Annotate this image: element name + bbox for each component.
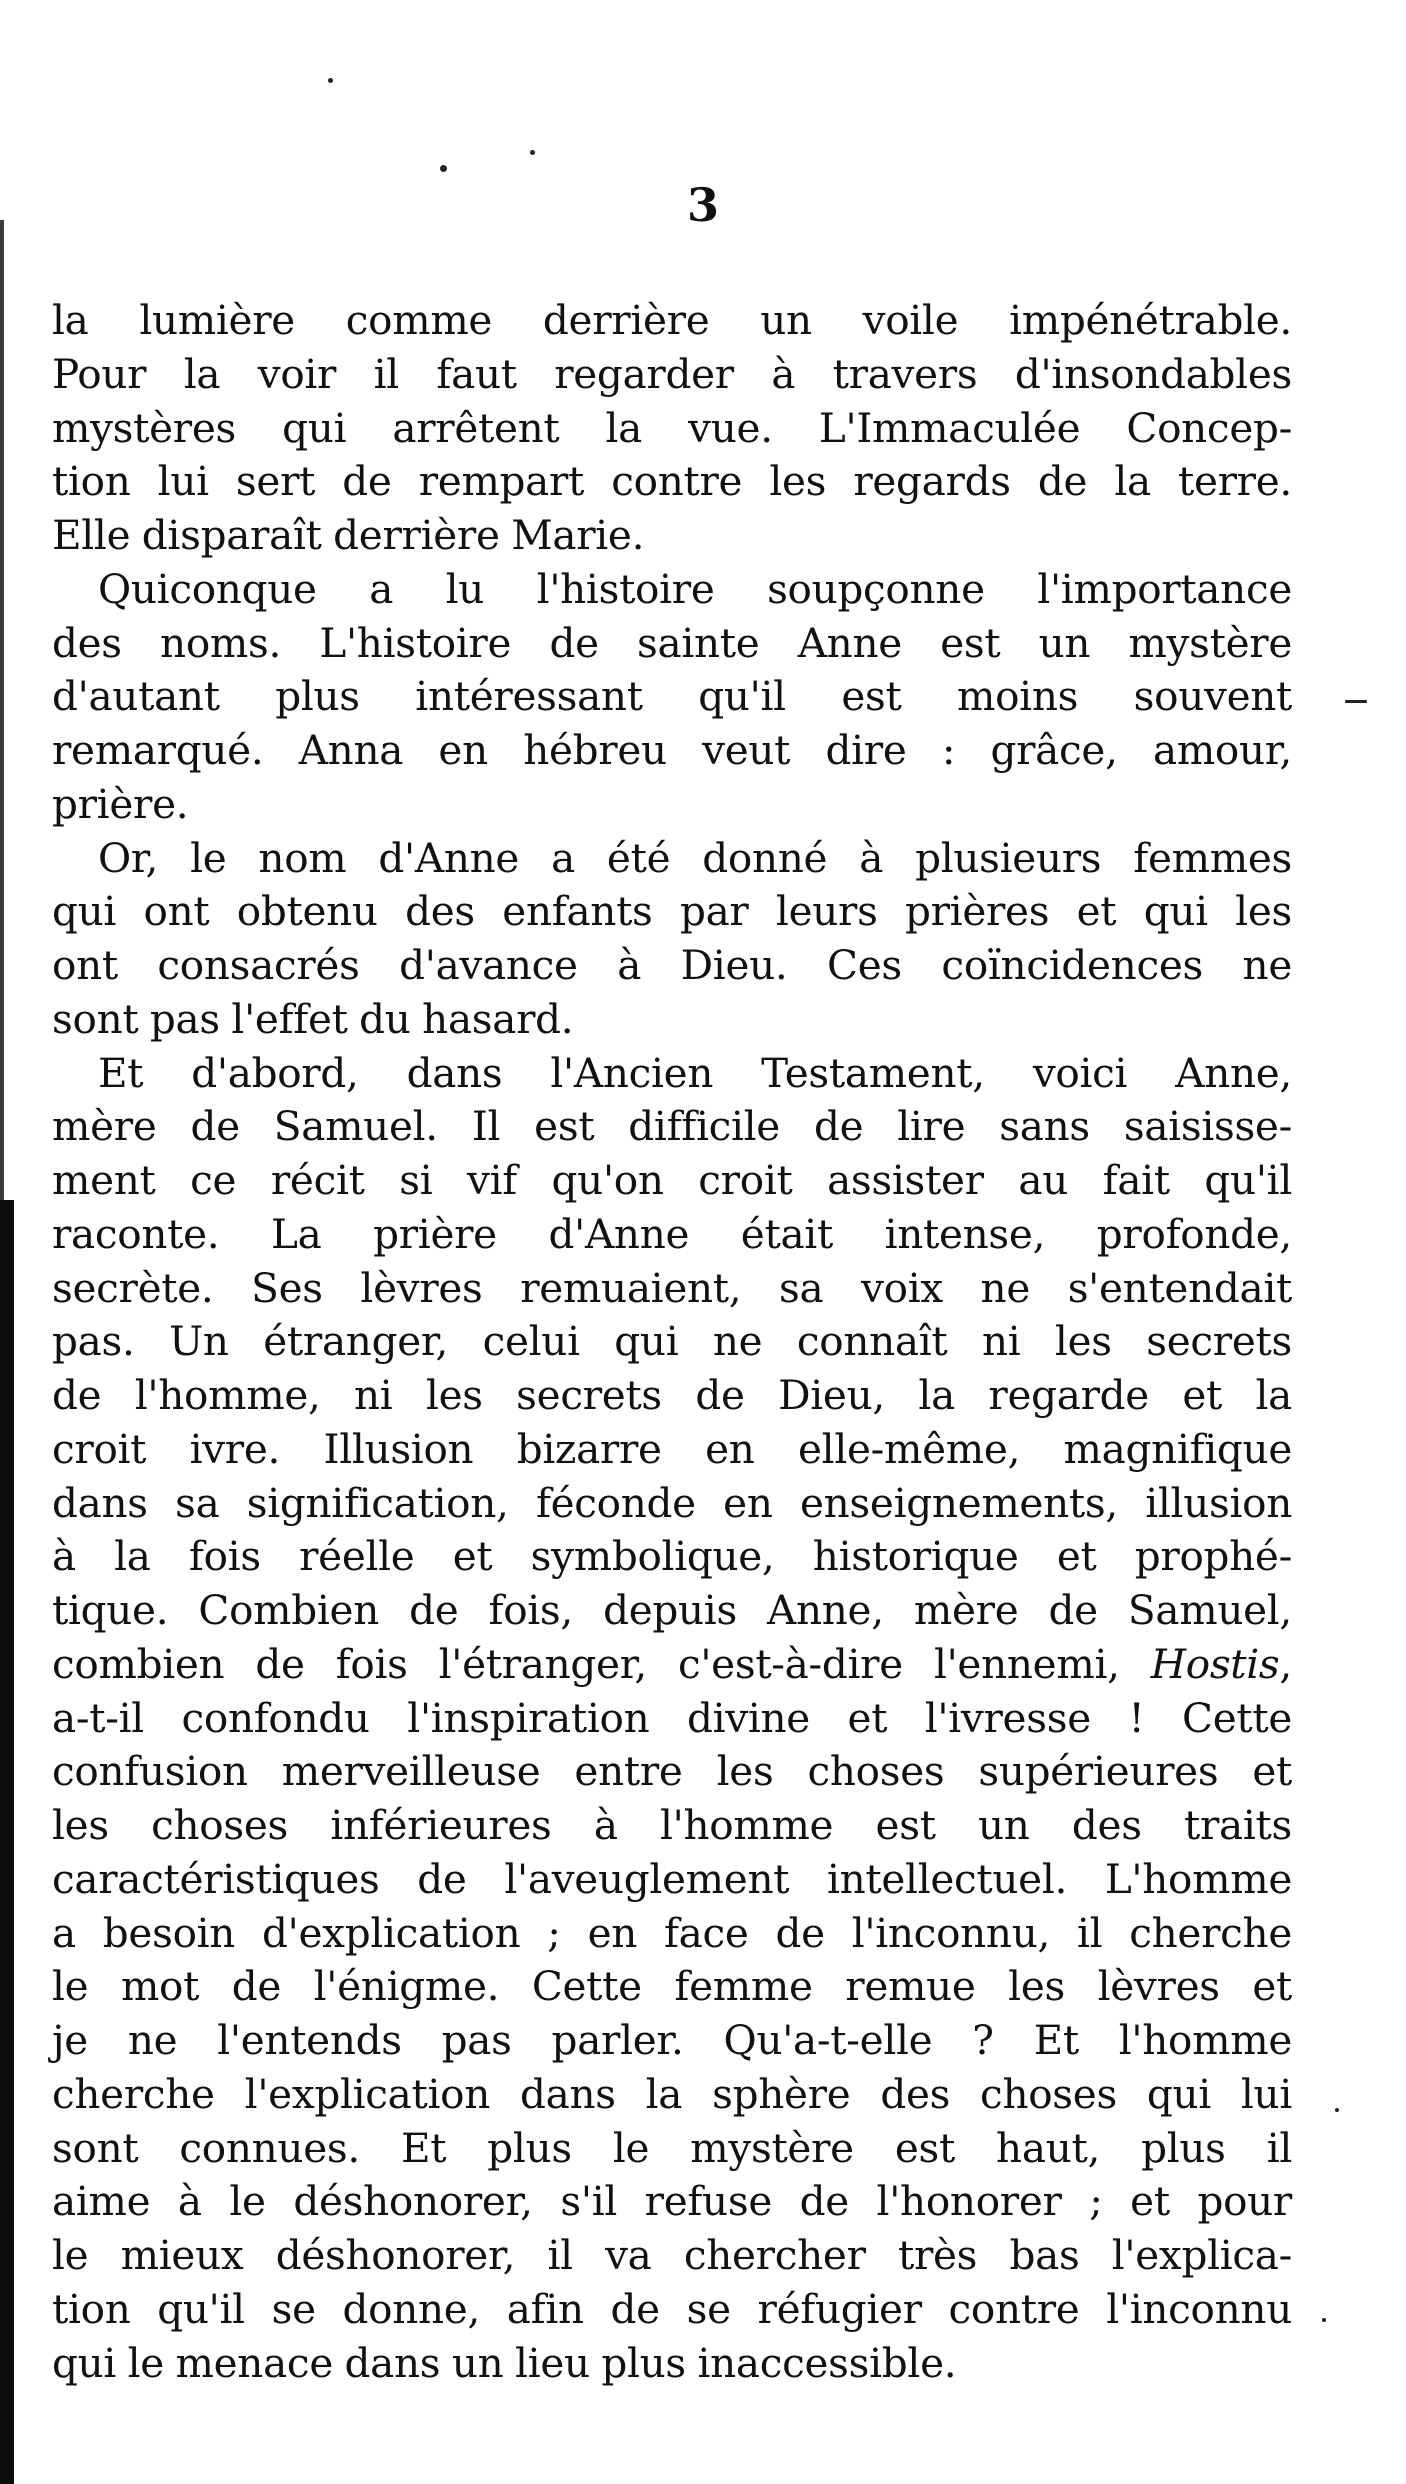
text-line: dans sa signification, féconde en enseignements, illusion: [52, 1478, 1292, 1527]
text-line: prière.: [52, 779, 189, 828]
print-speck: [530, 150, 535, 155]
text-line: combien de fois l'étranger, c'est-à-dire l'ennemi, Hostis,: [52, 1639, 1292, 1688]
text-line: mystères qui arrêtent la vue. L'Immaculée Concep-: [52, 403, 1292, 452]
text-line: ont consacrés d'avance à Dieu. Ces coïncidences ne: [52, 941, 1292, 989]
text-line: a-t-il confondu l'inspiration divine et l'ivresse ! Cette: [52, 1693, 1292, 1742]
text-line: les choses inférieures à l'homme est un des traits: [52, 1801, 1292, 1849]
body-text: [52, 294, 1292, 2390]
text-line: aime à le déshonorer, s'il refuse de l'honorer ; et pour: [52, 2177, 1292, 2226]
binding-edge-shadow: [0, 220, 4, 1200]
text-line: Et d'abord, dans l'Ancien Testament, voici Anne,: [98, 1048, 1292, 1097]
text-line: sont pas l'effet du hasard.: [52, 994, 574, 1043]
page-number: 3: [686, 178, 719, 232]
text-line: à la fois réelle et symbolique, historique et prophé-: [52, 1532, 1292, 1581]
text-line: Or, le nom d'Anne a été donné à plusieurs femmes: [98, 833, 1292, 882]
text-line: sont connues. Et plus le mystère est haut, plus il: [52, 2123, 1292, 2172]
text-line: caractéristiques de l'aveuglement intellectuel. L'homme: [52, 1854, 1292, 1903]
text-line: des noms. L'histoire de sainte Anne est un mystère: [52, 618, 1292, 667]
text-line: Pour la voir il faut regarder à travers d'insondables: [52, 349, 1292, 398]
text-line: Elle disparaît derrière Marie.: [52, 511, 645, 559]
print-speck: [1335, 2108, 1339, 2112]
text-line: pas. Un étranger, celui qui ne connaît ni les secrets: [52, 1317, 1292, 1366]
text-line: tion lui sert de rempart contre les regards de la terre.: [52, 457, 1292, 506]
binding-edge: [0, 1200, 14, 2484]
text-line: le mot de l'énigme. Cette femme remue les lèvres et: [52, 1962, 1292, 2011]
text-line: remarqué. Anna en hébreu veut dire : grâce, amour,: [52, 726, 1292, 774]
text-line: d'autant plus intéressant qu'il est moins souvent: [52, 672, 1292, 721]
text-line: cherche l'explication dans la sphère des choses qui lui: [52, 2069, 1292, 2118]
text-line: je ne l'entends pas parler. Qu'a-t-elle ? Et l'homme: [52, 2016, 1292, 2064]
text-line: a besoin d'explication ; en face de l'inconnu, il cherche: [52, 1908, 1292, 1957]
print-speck: [1322, 2318, 1326, 2322]
italic-word: Hostis: [1150, 1639, 1280, 1688]
text-line: qui ont obtenu des enfants par leurs prières et qui les: [52, 887, 1292, 936]
print-speck: [440, 165, 447, 172]
text-line: mère de Samuel. Il est difficile de lire sans saisisse-: [52, 1102, 1292, 1151]
text-line: raconte. La prière d'Anne était intense, profonde,: [52, 1209, 1292, 1258]
text-line: confusion merveilleuse entre les choses supérieures et: [52, 1747, 1292, 1796]
text-line: qui le menace dans un lieu plus inaccessible.: [52, 2338, 957, 2387]
text-line: Quiconque a lu l'histoire soupçonne l'importance: [98, 564, 1292, 613]
text-line: la lumière comme derrière un voile impénétrable.: [52, 296, 1292, 344]
text-line: le mieux déshonorer, il va chercher très bas l'explica-: [52, 2231, 1292, 2279]
text-line: tion qu'il se donne, afin de se réfugier contre l'inconnu: [52, 2284, 1292, 2333]
text-line: tique. Combien de fois, depuis Anne, mère de Samuel,: [52, 1586, 1292, 1634]
print-speck: [328, 78, 333, 83]
text-line: croit ivre. Illusion bizarre en elle-même, magnifique: [52, 1424, 1292, 1473]
text-line: ment ce récit si vif qu'on croit assister au fait qu'il: [52, 1156, 1292, 1204]
print-speck: [1345, 700, 1367, 703]
text-line: secrète. Ses lèvres remuaient, sa voix ne s'entendait: [52, 1263, 1292, 1312]
text-line: de l'homme, ni les secrets de Dieu, la regarde et la: [52, 1371, 1292, 1419]
